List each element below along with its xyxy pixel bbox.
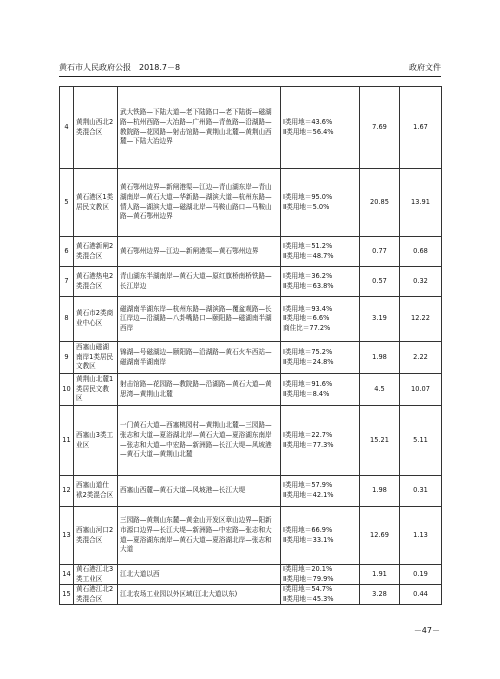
land-use-ratio: Ⅰ类用地＝22.7% Ⅱ类用地＝77.3% [281, 406, 360, 476]
zone-boundary: 射击馆路—花园路—教院路—沿湖路—黄石大道—黄思湾—黄荆山北麓 [118, 374, 281, 406]
zone-value-1: 1.98 [360, 342, 400, 374]
zone-name: 西塞山道仕袱2类混合区 [74, 476, 118, 507]
table-row [60, 169, 442, 237]
table-row [60, 297, 442, 342]
table-row [60, 585, 442, 605]
zone-boundary: 黄石鄂州边界—江边—新闸港渠—黄石鄂州边界 [118, 237, 281, 267]
table-row [60, 87, 442, 169]
land-use-ratio: Ⅰ类用地＝36.2% Ⅱ类用地＝63.8% [281, 267, 360, 297]
row-number: 11 [60, 406, 74, 476]
zone-value-2: 2.22 [400, 342, 442, 374]
row-number: 8 [60, 297, 74, 342]
zone-value-1: 3.19 [360, 297, 400, 342]
zone-name: 黄石港江北2类混合区 [74, 585, 118, 605]
zone-value-2: 5.11 [400, 406, 442, 476]
zone-name: 西塞山河口2类混合区 [74, 507, 118, 565]
zone-value-2: 1.13 [400, 507, 442, 565]
header-divider [59, 76, 441, 77]
zone-name: 黄荆山北麓1类居民文教区 [74, 374, 118, 406]
land-use-ratio: Ⅰ类用地＝20.1% Ⅱ类用地＝79.9% [281, 565, 360, 585]
row-number: 6 [60, 237, 74, 267]
zone-value-1: 4.5 [360, 374, 400, 406]
zone-value-2: 0.44 [400, 585, 442, 605]
zone-boundary: 江北农场工业园以外区域(江北大道以东) [118, 585, 281, 605]
land-use-ratio: Ⅰ类用地＝95.0% Ⅱ类用地＝5.0% [281, 169, 360, 237]
page-number: －47－ [413, 626, 440, 635]
zone-value-2: 0.32 [400, 267, 442, 297]
zone-value-1: 7.69 [360, 87, 400, 169]
land-use-ratio: Ⅰ类用地＝43.6% Ⅱ类用地＝56.4% [281, 87, 360, 169]
zone-name: 黄石港热电2类混合区 [74, 267, 118, 297]
zoning-table [59, 86, 442, 605]
row-number: 9 [60, 342, 74, 374]
zone-value-2: 0.68 [400, 237, 442, 267]
land-use-ratio: Ⅰ类用地＝93.4% Ⅱ类用地＝6.6% 商住比＝77.2% [281, 297, 360, 342]
zone-boundary: 一门黄石大道—西塞桃园村—黄荆山北麓—三园路—张志和大道—夏浴湖北岸—黄石大道—夏浴湖东南岸—张志和大道—中宏路—新洲路—长江大堤—风坡港—黄石大道—黄荆山北麓 [118, 406, 281, 476]
zone-value-1: 0.77 [360, 237, 400, 267]
table-row [60, 237, 442, 267]
zone-boundary: 黄石鄂州边界—新闸港渠—江边—青山湖东岸—青山湖南岸—黄石大道—华新路—湖滨大道—杭州东路—情人路—湖滨大道—磁湖北岸—马鞍山路口—马鞍山路—黄石鄂州边界 [118, 169, 281, 237]
zone-value-2: 12.22 [400, 297, 442, 342]
zone-boundary: 磁湖南半湖东岸—杭州东路—湖滨路—覆盆观路—长江岸边—沿湖路—八卦嘴路口—颐阳路—磁湖南半湖西岸 [118, 297, 281, 342]
table-row [60, 267, 442, 297]
zone-boundary: 西塞山西麓—黄石大道—风坡港—长江大堤 [118, 476, 281, 507]
zone-value-1: 0.57 [360, 267, 400, 297]
row-number: 7 [60, 267, 74, 297]
land-use-ratio: Ⅰ类用地＝91.6% Ⅱ类用地＝8.4% [281, 374, 360, 406]
zone-name: 西塞山3类工业区 [74, 406, 118, 476]
table-row [60, 507, 442, 565]
zone-name: 黄石市2类商业中心区 [74, 297, 118, 342]
header-section: 政府文件 [409, 63, 441, 72]
zone-boundary: 青山湖东半湖南岸—黄石大道—原红旗桥南桥铁路—长江岸边 [118, 267, 281, 297]
table-row [60, 406, 442, 476]
table-row [60, 565, 442, 585]
zone-boundary: 江北大道以西 [118, 565, 281, 585]
zone-name: 黄石港新闸2类混合区 [74, 237, 118, 267]
zone-value-2: 13.91 [400, 169, 442, 237]
land-use-ratio: Ⅰ类用地＝57.9% Ⅱ类用地＝42.1% [281, 476, 360, 507]
zone-name: 西塞山磁湖南岸1类居民文教区 [74, 342, 118, 374]
table-row [60, 476, 442, 507]
land-use-ratio: Ⅰ类用地＝54.7% Ⅱ类用地＝45.3% [281, 585, 360, 605]
zone-boundary: 锦湖—号磁湖边—颐阳路—沿湖路—黄石火车西站—磁湖南半湖南岸 [118, 342, 281, 374]
page-header [59, 62, 441, 74]
row-number: 5 [60, 169, 74, 237]
zone-value-1: 1.91 [360, 565, 400, 585]
land-use-ratio: Ⅰ类用地＝51.2% Ⅱ类用地＝48.7% [281, 237, 360, 267]
zone-value-1: 15.21 [360, 406, 400, 476]
zone-value-1: 3.28 [360, 585, 400, 605]
header-title: 黄石市人民政府公报 2018.7－8 [59, 63, 181, 72]
row-number: 10 [60, 374, 74, 406]
zone-value-2: 10.07 [400, 374, 442, 406]
land-use-ratio: Ⅰ类用地＝66.9% Ⅱ类用地＝33.1% [281, 507, 360, 565]
zone-boundary: 武大铁路—下陆大道—老下陆路口—老下陆街—磁湖路—杭州西路—大冶路—广州路—青鱼路—沿湖路—教院路—花园路—射击馆路—黄荆山北麓—黄荆山西麓—下陆大冶边界 [118, 87, 281, 169]
zone-value-2: 0.19 [400, 565, 442, 585]
table-row [60, 342, 442, 374]
table-body [60, 87, 442, 605]
table-row [60, 374, 442, 406]
zone-name: 黄荆山西北2类混合区 [74, 87, 118, 169]
row-number: 14 [60, 565, 74, 585]
row-number: 15 [60, 585, 74, 605]
row-number: 12 [60, 476, 74, 507]
row-number: 13 [60, 507, 74, 565]
zone-name: 黄石港江北3类工业区 [74, 565, 118, 585]
zone-value-1: 1.98 [360, 476, 400, 507]
zone-value-2: 0.31 [400, 476, 442, 507]
land-use-ratio: Ⅰ类用地＝75.2% Ⅱ类用地＝24.8% [281, 342, 360, 374]
zone-name: 黄石港区1类居民文教区 [74, 169, 118, 237]
zone-value-1: 12.69 [360, 507, 400, 565]
zone-value-2: 1.67 [400, 87, 442, 169]
zone-boundary: 三园路—黄荆山东麓—黄金山开发区章山边界—阳新市源口边界—长江大堤—新洲路—中宏路—张志和大道—夏浴湖东南岸—黄石大道—夏浴湖北岸—张志和大道 [118, 507, 281, 565]
zone-value-1: 20.85 [360, 169, 400, 237]
row-number: 4 [60, 87, 74, 169]
